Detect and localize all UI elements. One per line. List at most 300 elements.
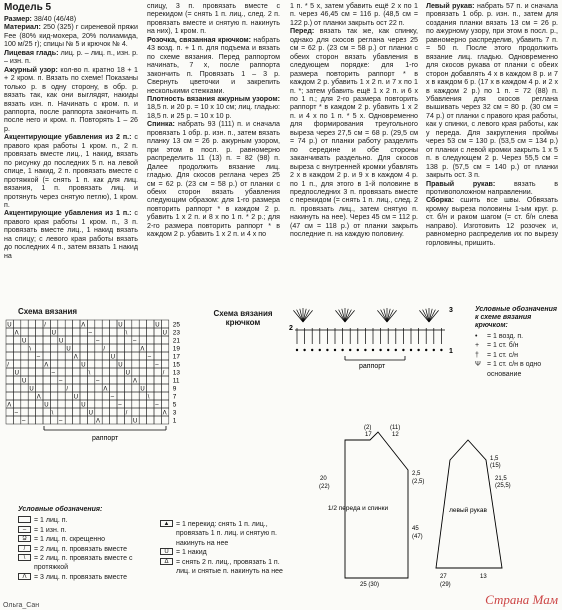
chart-cell: [50, 360, 57, 368]
chart-cell: [50, 320, 57, 328]
chart-cell: [117, 328, 124, 336]
chart-cell: [87, 384, 94, 392]
chart-cell: [58, 400, 65, 408]
chart-cell: [132, 368, 139, 376]
chart-cell: [132, 392, 139, 400]
crochet-chain: [364, 349, 366, 351]
crochet-chain: [417, 349, 419, 351]
chart-cell: [73, 344, 80, 352]
dec1-paragraph: Акцентирующие убавления из 1 п.: с правого края работы 1 кром. п., 3 п. провязать вместе лиц., 1 накид вязать на спицу; с левого края работы вязать до последних 4 п., затем вязать 1 накид на: [4, 209, 138, 260]
knit-legend-item: = 1 лиц. п.: [18, 516, 148, 525]
chart-symbol: –: [51, 370, 55, 377]
chart-cell: [139, 392, 146, 400]
chart-symbol: \: [51, 410, 54, 417]
chart-cell: [13, 376, 20, 384]
chart-cell: [117, 368, 124, 376]
chart-cell: [87, 344, 94, 352]
knit-legend-item: Λ = 3 лиц. п. провязать вместе: [18, 573, 148, 582]
chart-cell: [65, 368, 72, 376]
chart-cell: [36, 416, 43, 424]
chart-cell: [65, 416, 72, 424]
chart-cell: [95, 360, 102, 368]
crochet-legend-item: † = 1 ст. с/н: [475, 351, 519, 359]
svg-text:17: 17: [365, 432, 372, 438]
column-4: [426, 2, 558, 247]
chart-symbol: –: [22, 418, 26, 425]
chart-symbol: U: [81, 362, 86, 369]
chart-cell: [73, 368, 80, 376]
chart-cell: [95, 400, 102, 408]
chart-cell: [124, 352, 131, 360]
chart-cell: [102, 328, 109, 336]
column-2: [147, 2, 280, 239]
chart-symbol: \: [147, 394, 150, 401]
crochet-chain: [372, 349, 374, 351]
chart-cell: [110, 416, 117, 424]
chart-cell: [13, 400, 20, 408]
chart-cell: [65, 408, 72, 416]
chart-cell: [110, 328, 117, 336]
chart-cell: [21, 352, 28, 360]
chart-cell: [147, 416, 154, 424]
chart-cell: [36, 320, 43, 328]
chart-cell: [80, 392, 87, 400]
chart-symbol: Λ: [103, 386, 108, 393]
right-sleeve-paragraph: Правый рукав: вязать в противоположном направлении.: [426, 179, 558, 196]
chart-cell: [102, 392, 109, 400]
svg-text:(47): (47): [412, 534, 423, 540]
chart-cell: [21, 392, 28, 400]
chart-cell: [28, 400, 35, 408]
chart-cell: [21, 320, 28, 328]
chart-symbol: Λ: [7, 402, 12, 409]
chart-cell: [102, 320, 109, 328]
chart-cell: [58, 344, 65, 352]
chart-cell: [139, 416, 146, 424]
chart-cell: [43, 392, 50, 400]
chart-cell: [124, 416, 131, 424]
chart-cell: [73, 376, 80, 384]
chart-symbol: Λ: [44, 362, 49, 369]
chart-cell: [65, 320, 72, 328]
crochet-chain: [311, 349, 313, 351]
watermark-logo: Страна Мам: [485, 592, 558, 607]
assembly-paragraph: Сборка: сшить все швы. Обвязать кромку выреза половины 1-ым круг. р. ст. б/н и раком шагом (= ст. б/н слева направо). Изготовить 12 розочек и, равномерно распределив их по вырезу горловины, пришить.: [426, 196, 558, 247]
chart-cell: [13, 360, 20, 368]
chart-cell: [161, 392, 168, 400]
chart-cell: [21, 384, 28, 392]
chart-cell: [80, 408, 87, 416]
chart-cell: [154, 352, 161, 360]
crochet-stitches: [295, 328, 445, 351]
column-3: [290, 2, 418, 239]
chart-cell: [132, 352, 139, 360]
chart-cell: [21, 328, 28, 336]
knit-row-number: 25: [172, 321, 181, 329]
chart-cell: [80, 384, 87, 392]
chart-cell: [28, 360, 35, 368]
chart-cell: [50, 344, 57, 352]
chart-cell: [139, 360, 146, 368]
crochet-legend-item: + = 1 ст. б/н: [475, 342, 519, 350]
chart-cell: [73, 328, 80, 336]
crochet-chain: [334, 349, 336, 351]
knit-row-number: 9: [172, 385, 177, 393]
chart-cell: [110, 336, 117, 344]
chart-cell: [87, 400, 94, 408]
chart-cell: [95, 320, 102, 328]
chart-cell: [28, 328, 35, 336]
chart-cell: [154, 416, 161, 424]
chart-symbol: U: [110, 354, 116, 361]
crochet-chain: [357, 349, 359, 351]
chart-cell: [147, 328, 154, 336]
chart-symbol: U: [118, 322, 123, 329]
chart-symbol: U: [59, 338, 64, 345]
chart-cell: [36, 328, 43, 336]
crochet-chain: [319, 349, 321, 351]
chart-cell: [161, 320, 168, 328]
column-1: [4, 2, 138, 260]
knit-chart-grid: [6, 320, 169, 425]
chart-cell: [117, 392, 124, 400]
svg-text:2,5: 2,5: [412, 471, 421, 477]
chart-cell: [13, 392, 20, 400]
chart-cell: [50, 384, 57, 392]
chart-cell: [161, 400, 168, 408]
crochet-chain: [395, 349, 397, 351]
chart-cell: [117, 336, 124, 344]
chart-cell: [50, 352, 57, 360]
sleeve-label: левый рукав: [449, 507, 487, 514]
chart-symbol: Λ: [162, 410, 167, 417]
chart-cell: [58, 384, 65, 392]
knit-legend-item: / = 2 лиц. п. провязать вместе: [18, 545, 148, 554]
chart-cell: [124, 336, 131, 344]
left-sleeve-paragraph: Левый рукав: набрать 57 п. и сначала провязать 1 обр. р. изн. п., затем для создания планки вязать 13 см = 26 р. по ажурному узору, при этом в посл. р., равномерно распределив, убавить 7 п. = 50 п. После этого продолжить вязание лиц. гладью. Одновременно для скосов рукава от планки с обеих сторон добавлять 4 х в каждом 8 р. и 7 х в каждом 6 р. (17 х в каждом 4 р. и 2 х в каждом 2 р.) по 1 п. = 72 (88) п. Убавления для скосов реглана вышивать через 32 см = 80 р. (30 см = 74 р.) от планки с правого края работы, как у спинки, с левого края работы, как у переда. Для закругления проймы через 53 см = 130 р. (53,5 см = 134 р.) от планки с левой кромки закрыть 1 х 5 п. в следующем 2 р. Через 55,5 см = 138 р. (57,5 см = 140 р.) от планки закрыть ост. 3 п.: [426, 2, 558, 180]
chart-symbol: Λ: [36, 394, 41, 401]
chart-cell: [139, 400, 146, 408]
chart-cell: [124, 376, 131, 384]
chart-cell: [132, 344, 139, 352]
chart-cell: [50, 336, 57, 344]
chart-cell: [139, 328, 146, 336]
chart-cell: [43, 368, 50, 376]
chart-cell: [28, 416, 35, 424]
stockinette-paragraph: Лицевая гладь: лиц. р. – лиц. п., изн. р. – изн. п.: [4, 48, 138, 66]
chart-cell: [87, 392, 94, 400]
chart-symbol: U: [81, 402, 86, 409]
chart-symbol: /: [44, 322, 46, 329]
chart-cell: [43, 344, 50, 352]
chart-cell: [6, 384, 13, 392]
chart-cell: [147, 336, 154, 344]
chart-cell: [117, 376, 124, 384]
chart-cell: [43, 376, 50, 384]
knit-row-number: 19: [172, 345, 181, 353]
chart-cell: [161, 384, 168, 392]
chart-symbol: U: [22, 338, 27, 345]
chart-cell: [154, 336, 161, 344]
chart-cell: [73, 416, 80, 424]
chart-cell: [117, 352, 124, 360]
rosette-paragraph: Розочка, связанная крючком: набрать 43 возд. п. + 1 п. для подъема и вязать по схеме вязания. Перед раппортом начинать, 7 х, после раппорта закончить п. Провязать 1 – 3 р. Свернуть цветочки и закрепить несколькими стежками.: [147, 35, 280, 95]
crochet-legend-title: Условные обозначения к схеме вязания крючком:: [475, 306, 558, 329]
chart-cell: [147, 408, 154, 416]
chart-cell: [154, 408, 161, 416]
crochet-chain: [410, 349, 412, 351]
knit-row-number: 23: [172, 329, 181, 337]
svg-text:(25,5): (25,5): [495, 483, 511, 489]
chart-cell: [102, 360, 109, 368]
front-back-label: 1/2 переда и спинки: [327, 505, 389, 512]
chart-cell: [139, 408, 146, 416]
chart-symbol: U: [44, 402, 49, 409]
chart-cell: [87, 352, 94, 360]
chart-symbol: U: [51, 330, 56, 337]
chart-cell: [6, 416, 13, 424]
chart-cell: [36, 376, 43, 384]
chart-symbol: U: [7, 322, 12, 329]
chart-symbol: –: [59, 378, 63, 385]
knit-row-number: 3: [172, 409, 177, 417]
chart-cell: [21, 344, 28, 352]
chart-symbol: \: [29, 346, 32, 353]
chart-cell: [13, 320, 20, 328]
chart-cell: [50, 400, 57, 408]
chart-cell: [80, 336, 87, 344]
chart-cell: [132, 320, 139, 328]
chart-cell: [6, 408, 13, 416]
chart-cell: [161, 360, 168, 368]
crochet-chain: [425, 349, 427, 351]
chart-symbol: /: [162, 370, 165, 377]
crochet-legend-item: Ψ = 1 ст. с/н в одно основание: [475, 361, 542, 378]
knit-chart-row-numbers: [173, 322, 181, 425]
chart-symbol: –: [59, 418, 63, 425]
knit-legend-title: Условные обозначения:: [18, 506, 103, 513]
chart-symbol: \: [125, 330, 128, 337]
back-paragraph: Спинка: набрать 93 (111) п. и сначала провязать 1 обр. р. изн. п., затем вязать планку 13 см = 26 р. ажурным узором, при этом в посл. р. равномерно распределить 11 (13) п. = 82 (98) п. Далее продолжить вязание лиц. гладью. Для скосов реглана через 25 см = 62 р. (23 см = 58 р.) от планки с обеих сторон вязать убавления следующим образом: для 1-го размера повторить раппорт * в каждом 2 р. убавить 1 х 2 п. и 8 х по 1 п. * 2 р.; для 2-го размера повторить раппорт * в каждом 2 р. убавить 1 х 2 п. и 4 х по: [147, 120, 280, 239]
chart-cell: [58, 352, 65, 360]
chart-cell: [36, 400, 43, 408]
knit-legend-2: [160, 520, 295, 576]
chart-symbol: U: [14, 370, 19, 377]
crochet-chain: [296, 349, 298, 351]
knit-legend-item: Δ = снять 2 п. лиц., провязать 1 п. лиц. и снятые п. накинуть на нее: [160, 558, 295, 577]
chart-cell: [147, 376, 154, 384]
crochet-chain: [402, 349, 404, 351]
lace-paragraph: Ажурный узор: кол-во п. кратно 18 + 1 + 2 кром. п. Вязать по схеме! Показаны только р. в одну сторону, в обр. р. вязать так, как они выглядят, накиды вязать изн. п. Начинать с кром. п. и раппорта, после раппорта закончить п. после него и кром. п. Повторять 1 – 26 р.: [4, 65, 138, 133]
chart-cell: [43, 352, 50, 360]
chart-symbol: /: [103, 346, 106, 353]
crochet-chain: [303, 349, 305, 351]
chart-cell: [147, 344, 154, 352]
chart-cell: [147, 360, 154, 368]
chart-cell: [65, 376, 72, 384]
chart-cell: [124, 392, 131, 400]
crochet-chain: [349, 349, 351, 351]
chart-cell: [80, 376, 87, 384]
svg-text:(22): (22): [319, 484, 330, 490]
chart-symbol: U: [66, 346, 71, 353]
chart-cell: [132, 408, 139, 416]
chart-cell: [58, 320, 65, 328]
knit-row-number: 15: [172, 361, 181, 369]
chart-symbol: U: [133, 418, 138, 425]
knit-legend-item: \ = 2 лиц. п. провязать вместе с протяжкой: [18, 554, 148, 573]
size-paragraph: Размер: 38/40 (46/48): [4, 15, 77, 23]
chart-cell: [95, 384, 102, 392]
chart-cell: [65, 352, 72, 360]
model-title: Модель 5: [4, 2, 52, 13]
chart-symbol: U: [88, 410, 93, 417]
crochet-fans: [293, 308, 438, 322]
chart-cell: [161, 336, 168, 344]
svg-text:27: 27: [440, 574, 447, 580]
chart-symbol: Λ: [14, 330, 19, 337]
chart-cell: [28, 352, 35, 360]
chart-symbol: –: [155, 402, 159, 409]
chart-cell: [102, 336, 109, 344]
crochet-chain: [387, 349, 389, 351]
chart-cell: [36, 408, 43, 416]
chart-cell: [110, 408, 117, 416]
chart-cell: [80, 344, 87, 352]
chart-cell: [87, 376, 94, 384]
chart-cell: [58, 408, 65, 416]
chart-cell: [80, 352, 87, 360]
chart-cell: [110, 384, 117, 392]
chart-cell: [95, 328, 102, 336]
chart-symbol: –: [147, 354, 152, 361]
chart-cell: [80, 328, 87, 336]
chart-symbol: U: [125, 370, 130, 377]
svg-text:(11): (11): [390, 425, 401, 431]
crochet-chart: [285, 300, 470, 415]
chart-cell: [73, 384, 80, 392]
chart-cell: [132, 328, 139, 336]
chart-cell: [110, 400, 117, 408]
knit-chart-title: Схема вязания: [18, 307, 78, 316]
knit-legend-item: – = 1 изн. п.: [18, 526, 148, 535]
chart-symbol: Λ: [96, 418, 101, 425]
chart-symbol: /: [7, 362, 9, 369]
credit-text: Ольга_Сан: [3, 602, 40, 609]
chart-cell: [102, 408, 109, 416]
chart-cell: [36, 344, 43, 352]
chart-cell: [95, 408, 102, 416]
chart-cell: [21, 368, 28, 376]
chart-symbol: U: [29, 386, 34, 393]
chart-cell: [58, 368, 65, 376]
knit-legend: [18, 505, 148, 582]
chart-cell: [95, 352, 102, 360]
chart-cell: [102, 416, 109, 424]
chart-cell: [73, 360, 80, 368]
chart-cell: [102, 376, 109, 384]
chart-cell: [95, 368, 102, 376]
svg-text:(15): (15): [490, 463, 501, 469]
knit-row-number: 11: [172, 377, 180, 385]
crochet-legend-item: • = 1 возд. п.: [475, 333, 524, 340]
chart-cell: [154, 384, 161, 392]
knit-row-number: 21: [172, 337, 181, 345]
chart-symbol: U: [155, 322, 160, 329]
chart-symbol: –: [155, 362, 159, 369]
chart-cell: [73, 400, 80, 408]
crochet-legend: [475, 306, 560, 379]
svg-text:(2): (2): [364, 425, 372, 431]
chart-symbol: –: [96, 338, 100, 345]
chart-cell: [161, 352, 168, 360]
chart-cell: [73, 408, 80, 416]
chart-cell: [28, 320, 35, 328]
crochet-chain: [440, 349, 442, 351]
chart-cell: [58, 328, 65, 336]
garment-schematic: [300, 420, 520, 590]
chart-symbol: –: [96, 378, 100, 385]
chart-cell: [65, 328, 72, 336]
crochet-row-1: 1: [449, 348, 453, 355]
chart-cell: [50, 376, 57, 384]
knit-legend-item: Ձ = 1 лиц. п. скрещенно: [18, 535, 148, 544]
chart-cell: [65, 392, 72, 400]
chart-cell: [124, 400, 131, 408]
chart-cell: [161, 344, 168, 352]
chart-cell: [21, 400, 28, 408]
chart-cell: [110, 344, 117, 352]
chart-cell: [124, 320, 131, 328]
chart-cell: [50, 392, 57, 400]
chart-cell: [21, 408, 28, 416]
chart-cell: [50, 416, 57, 424]
chart-cell: [65, 400, 72, 408]
knit-row-number: 17: [172, 353, 181, 361]
chart-cell: [110, 376, 117, 384]
chart-cell: [58, 392, 65, 400]
svg-text:(29): (29): [440, 582, 451, 588]
chart-symbol: U: [22, 378, 27, 385]
chart-cell: [73, 336, 80, 344]
chart-cell: [132, 400, 139, 408]
chart-cell: [139, 320, 146, 328]
knit-row-number: 1: [172, 417, 177, 425]
chart-cell: [132, 360, 139, 368]
chart-cell: [154, 328, 161, 336]
chart-cell: [154, 376, 161, 384]
crochet-row-2: 2: [289, 325, 293, 332]
chart-symbol: –: [88, 330, 92, 337]
knit-chart: [4, 318, 204, 442]
chart-cell: [6, 336, 13, 344]
chart-cell: [6, 392, 13, 400]
chart-cell: [139, 336, 146, 344]
chart-cell: [13, 336, 20, 344]
chart-cell: [21, 360, 28, 368]
chart-symbol: –: [133, 338, 137, 345]
chart-cell: [13, 344, 20, 352]
chart-symbol: U: [162, 330, 167, 337]
chart-symbol: –: [36, 354, 41, 361]
knit-repeat-label: раппорт: [92, 435, 119, 442]
chart-cell: [6, 352, 13, 360]
chart-symbol: –: [118, 402, 122, 409]
crochet-row-3: 3: [449, 307, 453, 314]
material-paragraph: Материал: 250 (325) г сиреневой пряжи Fee (80% кид-мохера, 20% полиамида, 100 м/25 г); спицы № 5 и крючок № 4.: [4, 23, 138, 49]
crochet-chain: [341, 349, 343, 351]
chart-cell: [161, 416, 168, 424]
